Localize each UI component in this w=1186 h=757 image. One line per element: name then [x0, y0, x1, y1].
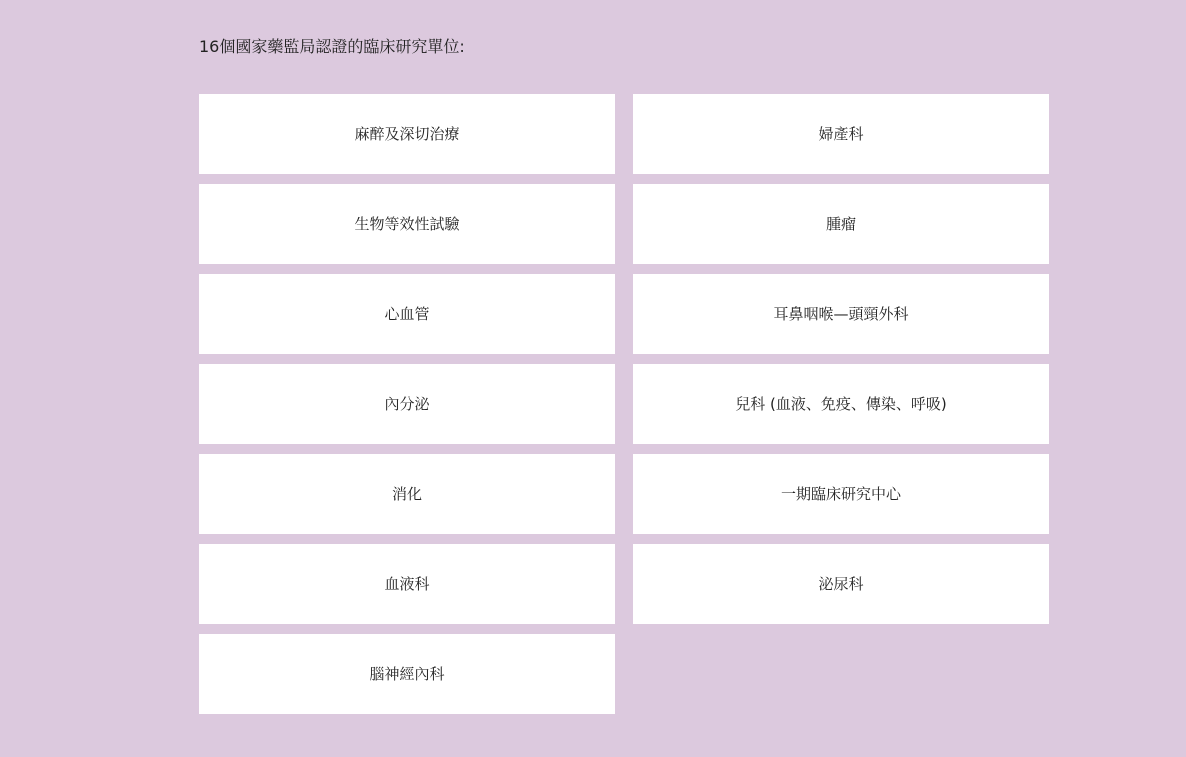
- section-heading: 16個國家藥監局認證的臨床研究單位:: [199, 37, 465, 56]
- unit-card-label: 泌尿科: [818, 575, 864, 593]
- unit-card-oncology[interactable]: [633, 184, 1049, 264]
- unit-card-label: 腦神經內科: [369, 665, 445, 683]
- unit-card-neurology[interactable]: [199, 634, 615, 714]
- unit-card-ent-head-neck[interactable]: [633, 274, 1049, 354]
- unit-card-phase-one-center[interactable]: [633, 454, 1049, 534]
- unit-card-label: 心血管: [384, 305, 430, 323]
- unit-card-label: 耳鼻咽喉—頭頸外科: [773, 305, 909, 323]
- unit-card-label: 一期臨床研究中心: [780, 485, 901, 503]
- unit-card-label: 婦產科: [818, 125, 864, 143]
- clinical-units-grid: [199, 94, 1049, 714]
- unit-card-bioequivalence[interactable]: [199, 184, 615, 264]
- unit-card-gastroenterology[interactable]: [199, 454, 615, 534]
- unit-card-label: 消化: [391, 485, 422, 503]
- unit-card-label: 兒科 (血液、免疫、傳染、呼吸): [735, 395, 947, 413]
- unit-card-pediatrics[interactable]: [633, 364, 1049, 444]
- unit-card-label: 內分泌: [384, 395, 430, 413]
- unit-card-endocrine[interactable]: [199, 364, 615, 444]
- unit-card-label: 血液科: [384, 575, 430, 593]
- unit-card-hematology[interactable]: [199, 544, 615, 624]
- unit-card-anesthesia[interactable]: [199, 94, 615, 174]
- unit-card-label: 麻醉及深切治療: [354, 125, 460, 143]
- unit-card-urology[interactable]: [633, 544, 1049, 624]
- unit-card-cardiovascular[interactable]: [199, 274, 615, 354]
- unit-card-label: 腫瘤: [825, 215, 856, 233]
- unit-card-label: 生物等效性試驗: [354, 215, 460, 233]
- unit-card-obstetrics-gynecology[interactable]: [633, 94, 1049, 174]
